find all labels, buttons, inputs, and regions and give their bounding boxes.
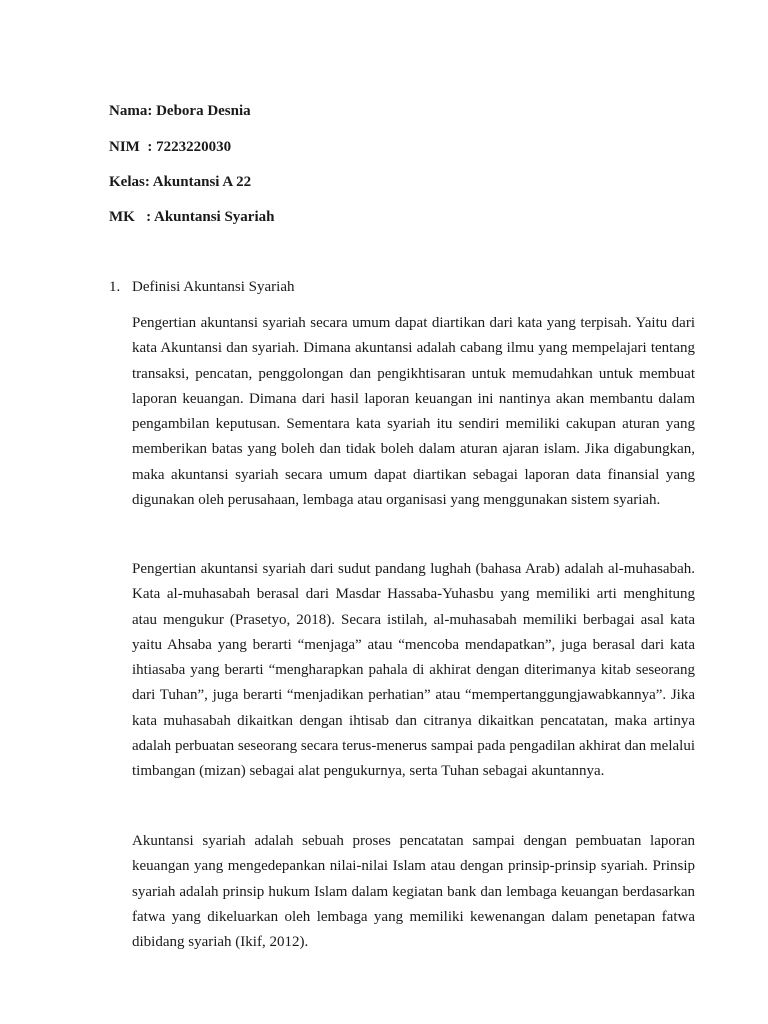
student-nim: NIM : 7223220030 [109, 139, 232, 155]
paragraph-process: Akuntansi syariah adalah sebuah proses pencatatan sampai dengan pembuatan laporan keuangan yang mengedepankan nilai-nilai Islam atau dengan prinsip-prinsip syariah. Prinsip syariah adalah prinsip hukum Islam dalam kegiatan bank dan lembaga keuangan berdasarkan fatwa yang dikeluarkan oleh lembaga yang memiliki kewenangan dalam penetapan fatwa dibidang syariah (Ikif, 2012). [132, 833, 695, 951]
course-name: MK : Akuntansi Syariah [109, 209, 275, 225]
section-title: Definisi Akuntansi Syariah [132, 279, 295, 295]
student-name: Nama: Debora Desnia [109, 103, 251, 119]
paragraph-definition: Pengertian akuntansi syariah secara umum dapat diartikan dari kata yang terpisah. Yaitu dari kata Akuntansi dan syariah. Dimana akuntansi adalah cabang ilmu yang mempelajari tentang transaksi, pencatan, penggolongan dan pengikhtisaran untuk memudahkan untuk membuat laporan keuangan. Dimana dari hasil laporan keuangan ini nantinya akan membantu dalam pengambilan keputusan. Sementara kata syariah itu sendiri memiliki cakupan aturan yang memberikan batas yang boleh dan tidak boleh dalam aturan ajaran islam. Jika digabungkan, maka akuntansi syariah secara umum dapat diartikan sebagai laporan data finansial yang digunakan oleh perusahaan, lembaga atau organisasi yang menggunakan sistem syariah. [132, 315, 695, 509]
student-class: Kelas: Akuntansi A 22 [109, 174, 252, 190]
paragraph-lughah: Pengertian akuntansi syariah dari sudut pandang lughah (bahasa Arab) adalah al-muhasabah. Kata al-muhasabah berasal dari Masdar Hassaba-Yuhasbu yang memiliki arti menghitung atau mengukur (Prasetyo, 2018). Secara istilah, al-muhasabah memiliki berbagai asal kata yaitu Ahsaba yang berarti “menjaga” atau “mencoba mendapatkan”, juga berasal dari kata ihtiasaba yang berarti “mengharapkan pahala di akhirat dengan diterimanya kitab seseorang dari Tuhan”, juga berarti “menjadikan perhatian” atau “mempertanggungjawabkannya”. Jika kata muhasabah dikaitkan dengan ihtisab dan citranya dikaitkan pencatatan, maka artinya adalah perbuatan seseorang secara terus-menerus sampai pada pengadilan akhirat dan melalui timbangan (mizan) sebagai alat pengukurnya, serta Tuhan sebagai akuntannya. [132, 561, 695, 780]
section-heading [109, 277, 294, 297]
section-number: 1. [109, 279, 121, 295]
